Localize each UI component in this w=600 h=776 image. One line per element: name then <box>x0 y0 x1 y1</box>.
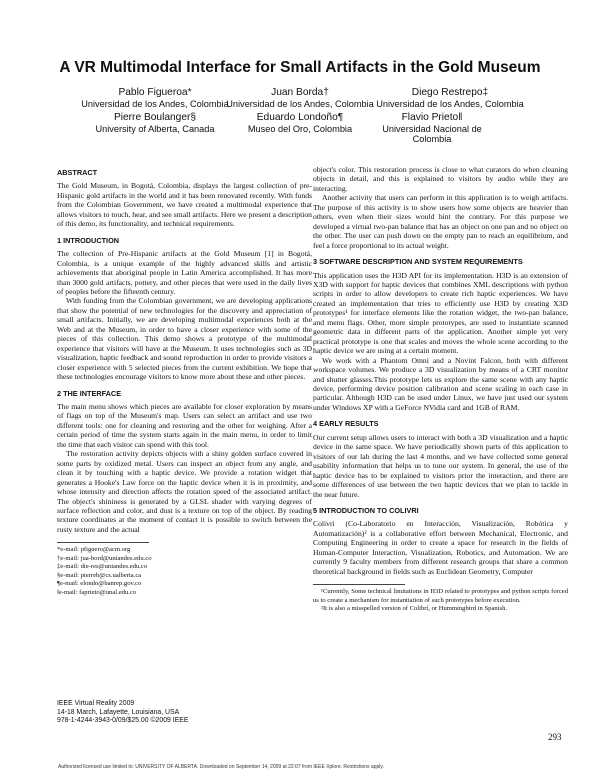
paragraph: Another activity that users can perform in this application is to weigh artifacts. The purpose of this activity is to show users how some objects are heavier than others, even when their sizes would hint the contrary. For this purpose we developed a virtual two-pan balance that has an object on one pan and no object on the other. The user can push down on the empty pan to reach an equilibrium, and feel a force proportional to its actual weight. <box>313 193 568 250</box>
author-3 <box>375 88 525 109</box>
paragraph: The main menu shows which pieces are available for closer exploration by means of flags on top of the Museum's map. Users can select an artifact and use two different tools: one for cleaning and restoring and the other for weighing. After a certain period of time the system starts again in the main menu, in order to limit the time that each visitor can spend with this tool. <box>57 401 312 449</box>
author-name: Diego Restrepo‡ <box>411 87 489 98</box>
footnote: †e-mail: jua-bord@uniandes.edu.co <box>57 554 152 562</box>
footnote: ²It is also a misspelled version of Colibrí, or Hummingbird in Spanish. <box>321 605 508 613</box>
author-5 <box>225 113 375 134</box>
author-name: Pablo Figueroa* <box>118 87 192 98</box>
abstract-heading: ABSTRACT <box>57 168 98 177</box>
conference-info <box>57 700 189 726</box>
footnote-rule <box>57 542 149 543</box>
conference-name: IEEE Virtual Reality 2009 <box>57 700 135 707</box>
footnote: *e-mail: pfiguero@acm.org <box>57 546 131 554</box>
section-heading-results: 4 EARLY RESULTS <box>313 419 379 429</box>
author-affiliation: Museo del Oro, Colombia <box>247 123 353 134</box>
author-affiliation: Universidad de los Andes, Colombia <box>81 98 229 109</box>
technical-footnotes <box>313 588 568 614</box>
paragraph: We work with a Phantom Omni and a Novint Falcon, both with different workspace volumes. We produce a 3D visualization by means of a CRT monitor and shutter glasses.This prototype lets us explore the same scene with any haptic device, performing device position calibration and scene scaling in each case in particular. Although H3D can be used under Linux, we have just used our system under Windows XP with a GeForce NVidia card and 1GB of RAM. <box>313 355 568 412</box>
conference-isbn: 978-1-4244-3943-0/09/$25.00 ©2009 IEEE <box>57 717 189 724</box>
author-name: Flavio Prieto‖ <box>401 112 463 123</box>
email-footnotes <box>57 546 312 597</box>
author-affiliation: Universidad Nacional de Colombia <box>382 123 482 144</box>
section-heading-introduction: 1 INTRODUCTION <box>57 235 120 245</box>
author-6 <box>382 113 482 145</box>
paper-title: A VR Multimodal Interface for Small Artifacts in the Gold Museum <box>59 59 541 76</box>
footnote: ¹Currently, Some technical limitations in H3D related to prototypes and python scripts forced us to create a mechanism for instantiation of such prototypes before execution. <box>313 588 568 604</box>
paragraph: With funding from the Colombian government, we are developing applications that show the potential of new technologies for the discovery and appreciation of small artifacts. Initially, we are developing multimodal experiences both at the Web and at the Museum, in order to have a closer experience with some of the pieces of this collection. This demo shows a prototype of the multimodal experience that visitors will have at the Museum. It uses technologies such as 3D visualization, haptic feedback and sound reproduction in order to provide visitors a closer experience with 5 selected pieces from the current exhibition. We hope that these technologies encourage visitors to know more about these and other pieces. <box>57 296 312 382</box>
paragraph: Colivri (Co-Laboratorio en Interacción, Visualización, Robótica y Automatización)² is a collaborative effort between Mechanical, Electronic, and Computing Engineering in order to create a space for research in the fields of Human-Computer Interaction, Visualization, Robotics, and Automation. We are currently 9 faculty members from different research groups that share a common theoretical background in fields such as Euclidean Geometry, Computer <box>313 519 568 576</box>
author-name: Eduardo Londoño¶ <box>256 112 344 123</box>
footnote: ‡e-mail: die-res@uniandes.edu.co <box>57 563 148 571</box>
author-affiliation: Universidad de los Andes, Colombia <box>226 98 374 109</box>
license-notice: Authorized licensed use limited to: UNIVERSITY OF ALBERTA. Downloaded on September 14, 2009 at 22:07 from IEEE Xplore. Restrictions apply. <box>58 764 384 770</box>
author-1 <box>80 88 230 109</box>
author-affiliation: Universidad de los Andes, Colombia <box>376 98 524 109</box>
author-name: Juan Borda† <box>271 87 329 98</box>
right-column <box>313 165 568 614</box>
page-number: 293 <box>548 732 562 742</box>
paragraph: object's color. This restoration process is close to what curators do when cleaning objects in detail, and this is explained to visitors by audio while they are interacting. <box>313 165 568 193</box>
section-heading-interface: 2 THE INTERFACE <box>57 388 122 398</box>
author-affiliation: University of Alberta, Canada <box>95 123 215 134</box>
paragraph: Our current setup allows users to interact with both a 3D visualization and a haptic device in the same space. We have periodically shown parts of this application to visitors of our lab during the last 4 months, and we have collected some general usability information that helps us to tune our system. In general, the use of the haptic device has to be explained to visitors prior the interaction, and there are some differences of use between the two haptic devices that we plan to tackle in the near future. <box>313 432 568 499</box>
footnote: ‖e-mail: faprieto@unal.edu.co <box>57 588 137 596</box>
paragraph: The restoration activity depicts objects with a shiny golden surface covered in some parts by oxidized metal. Users can inspect an object from any angle, and clean it by touching with a haptic device. We provide a rotation widget that generates a Hooke's Law force on the haptic device when it is in proximity, and whose intensity and direction affects the rotation speed of the associated artifact. The object's shininess is generated by a GLSL shader with varying degrees of surface reflection and color, and dust is a texture on top of the object. By reading texture coordinates at the moment of contact it is possible to switch between the rusty texture and the actual <box>57 449 312 534</box>
author-name: Pierre Boulanger§ <box>113 112 197 123</box>
author-4 <box>80 113 230 134</box>
footnote: §e-mail: pierreb@cs.ualberta.ca <box>57 571 142 579</box>
section-heading-software: 3 SOFTWARE DESCRIPTION AND SYSTEM REQUIREMENTS <box>313 257 523 267</box>
conference-location: 14-18 March, Lafayette, Louisiana, USA <box>57 708 180 716</box>
left-column <box>57 166 312 597</box>
author-2 <box>225 88 375 109</box>
footnote-rule <box>313 584 405 585</box>
paragraph: The collection of Pre-Hispanic artifacts at the Gold Museum [1] in Bogotá, Colombia, is a unique example of the highly advanced skills and artistic achievements that aboriginal people in Latin America accomplished. It has more than 3000 gold artifacts, pottery, and other pieces that were used in the daily lives of peoples before the fifteenth century. <box>57 249 312 296</box>
paragraph: This application uses the H3D API for its implementation. H3D is an extension of X3D with support for haptic devices that combines XML descriptions with python scripts in order to allow developers to create rich haptic experiences. We have created an implementation that tries to efficiently use H3D by creating X3D prototypes¹ for interface elements like the rotation widget, the two-pan balance, and menu flags. Other, more simple prototypes, are used to instantiate scanned geometric data in different parts of the application. Another simple yet very practical prototype is one that scales and moves the whole scene according to the haptic device we are using at a certain moment. <box>313 270 568 356</box>
section-heading-colivri: 5 INTRODUCTION TO COLIVRI <box>313 505 419 515</box>
abstract-text: The Gold Museum, in Bogotá, Colombia, displays the largest collection of pre-Hispanic gold artifacts in the world and it has been renovated recently. With funds from the Colombian Government, we have created a multimodal experience that allows visitors to touch, hear, and see small artifacts. Here we present a description of this demo, its functionality, and technical requirements. <box>57 181 312 229</box>
footnote: ¶e-mail: elondo@banrep.gov.co <box>57 580 142 588</box>
